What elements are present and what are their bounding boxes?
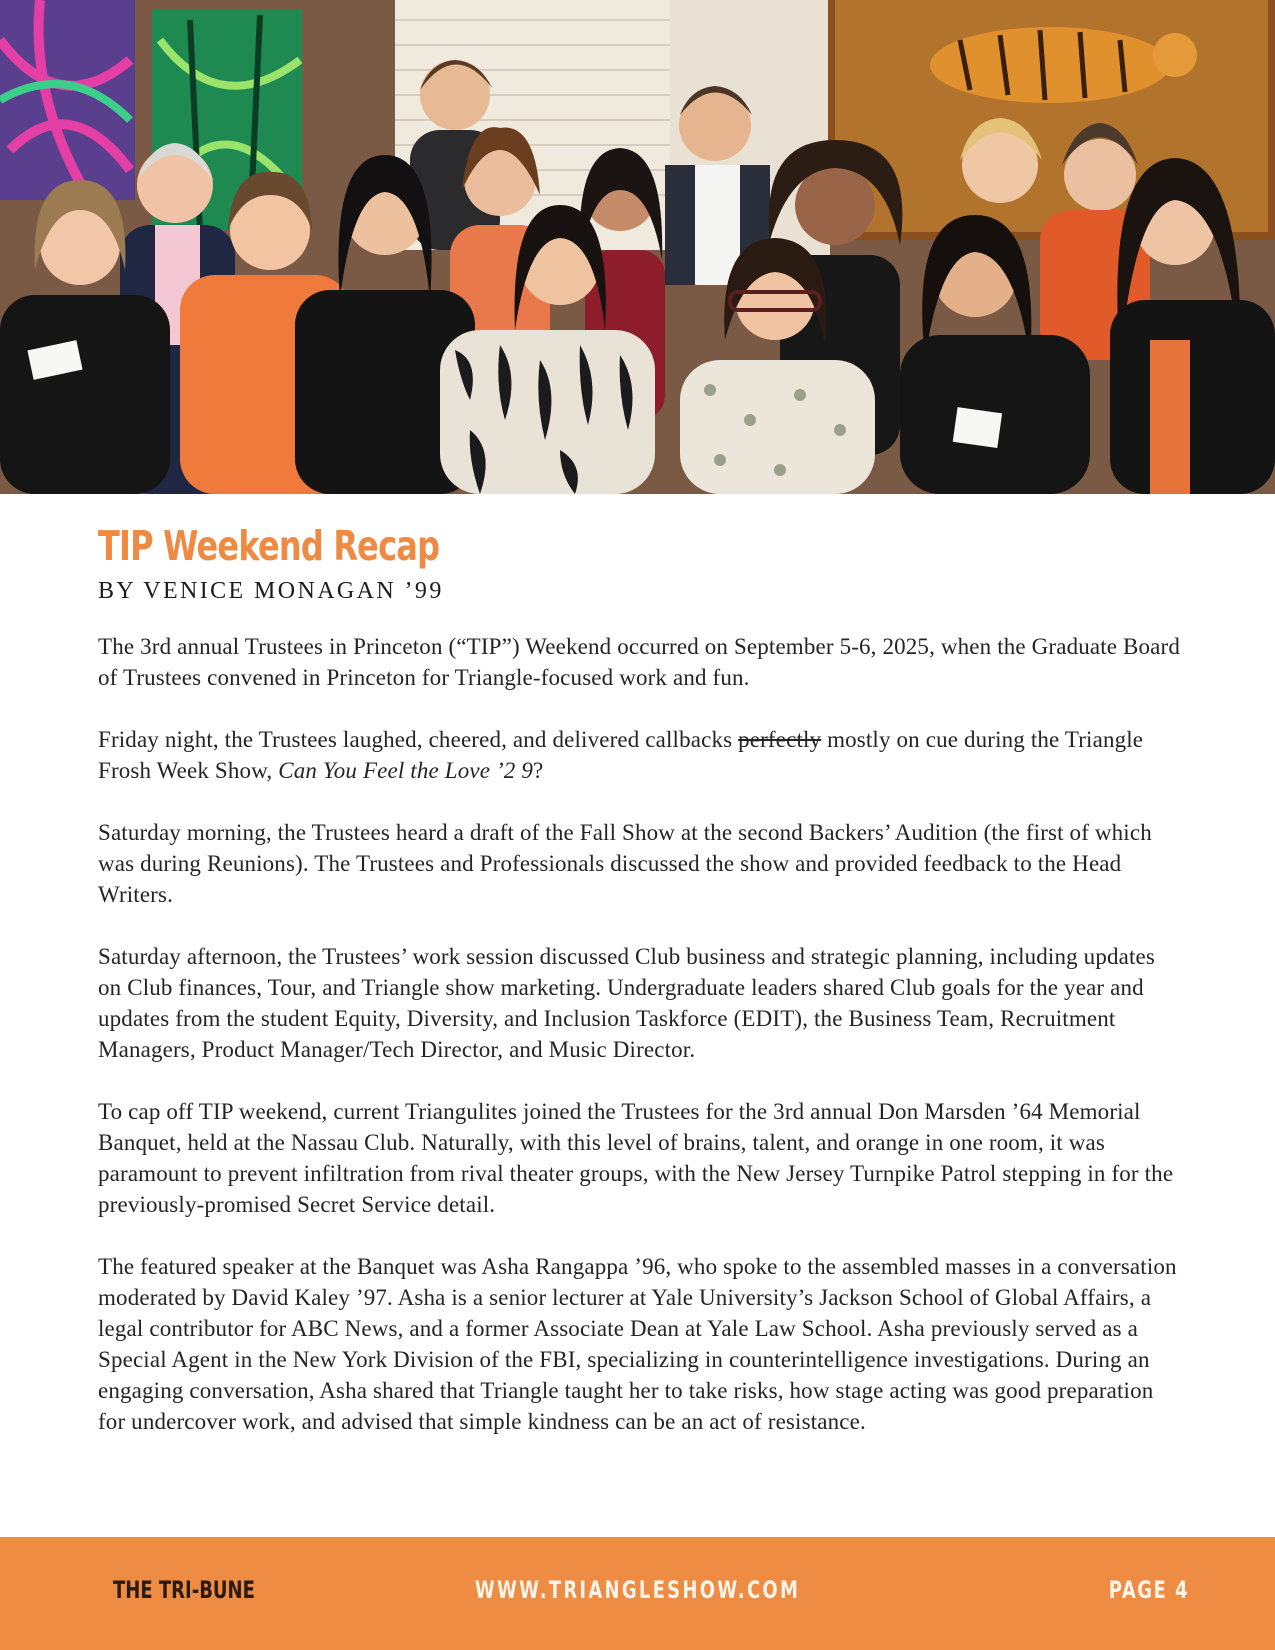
paragraph-1: The 3rd annual Trustees in Princeton (“TIP”) Weekend occurred on September 5-6, 2025, when the Graduate Board of Trustees convened in Princeton for Triangle-focused work and fun. [98, 634, 1180, 690]
group-photo-illustration [0, 0, 1275, 494]
paragraph-2-part-a: Friday night, the Trustees laughed, cheered, and delivered callbacks [98, 727, 739, 752]
article [98, 518, 1183, 1437]
paragraph-6: The featured speaker at the Banquet was Asha Rangappa ’96, who spoke to the assembled masses in a conversation moderated by David Kaley ’97. Asha is a senior lecturer at Yale University’s Jackson School of Global Affairs, a legal contributor for ABC News, and a former Associate Dean at Yale Law School. Asha previously served as a Special Agent in the New York Division of the FBI, specializing in counterintelligence investigations. During an engaging conversation, Asha shared that Triangle taught her to take risks, how stage acting was good preparation for undercover work, and advised that simple kindness can be an act of resistance. [98, 1254, 1177, 1434]
abstract-painting-left [0, 0, 135, 200]
page-number: PAGE 4 [1108, 1576, 1189, 1604]
paragraph-4: Saturday afternoon, the Trustees’ work session discussed Club business and strategic planning, including updates on Club finances, Tour, and Triangle show marketing. Undergraduate leaders shared Club goals for the year and updates from the student Equity, Diversity, and Inclusion Taskforce (EDIT), the Business Team, Recruitment Managers, Product Manager/Tech Director, and Music Director. [98, 944, 1155, 1062]
article-headline: TIP Weekend Recap [98, 522, 440, 570]
paragraph-5: To cap off TIP weekend, current Triangulites joined the Trustees for the 3rd annual Don Marsden ’64 Memorial Banquet, held at the Nassau Club. Naturally, with this level of brains, talent, and orange in one room, it was paramount to prevent infiltration from rival theater groups, with the New Jersey Turnpike Patrol stepping in for the previously-promised Secret Service detail. [98, 1099, 1174, 1217]
struck-word: perfectly [738, 727, 822, 752]
page-footer [0, 1537, 1275, 1650]
article-byline: BY VENICE MONAGAN ’99 [98, 578, 444, 604]
website-link[interactable]: WWW.TRIANGLESHOW.COM [474, 1576, 801, 1604]
publication-name: THE TRI-BUNE [113, 1576, 255, 1604]
paragraph-2-part-b: mostly on cue during the Triangle Frosh Week Show, [98, 727, 1144, 783]
show-title: Can You Feel the Love ’2 9 [278, 758, 533, 783]
paragraph-3: Saturday morning, the Trustees heard a draft of the Fall Show at the second Backers’ Audition (the first of which was during Reunions). The Trustees and Professionals discussed the show and provided feedback to the Head Writers. [98, 820, 1152, 907]
paragraph-2-end: ? [532, 758, 544, 783]
group-photo [0, 0, 1275, 494]
paragraph-2 [98, 724, 1183, 786]
